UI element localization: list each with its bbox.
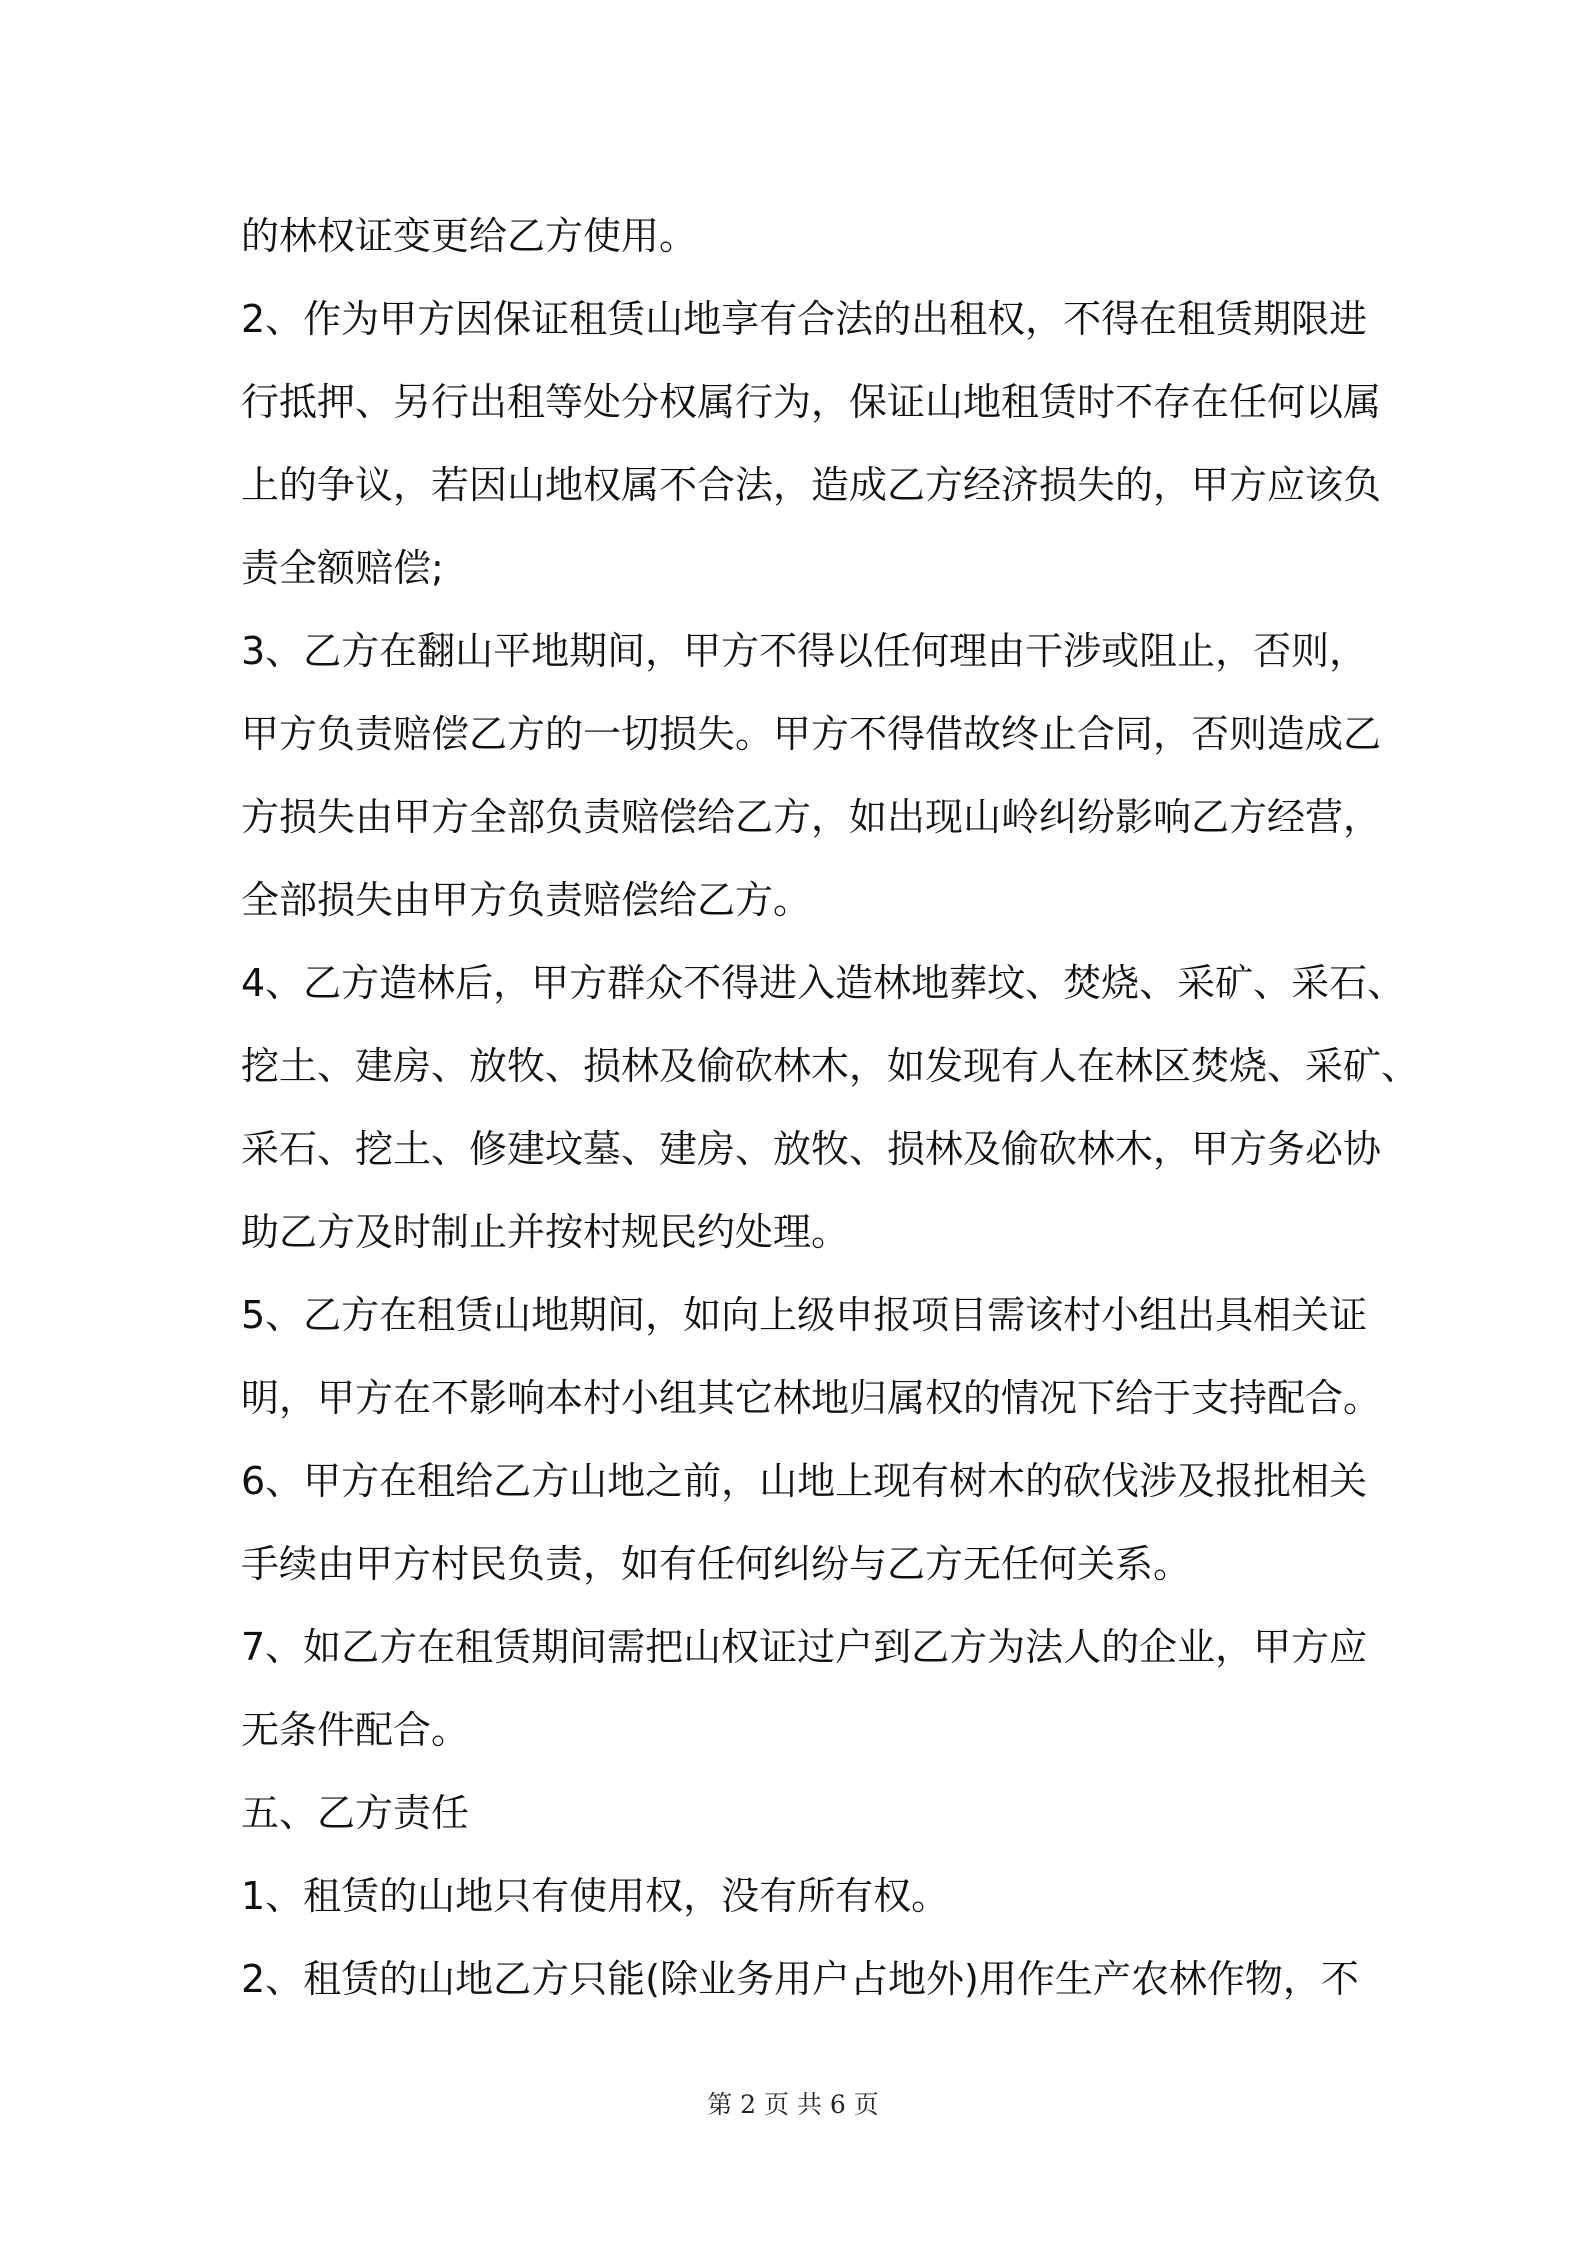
text-line-2: 2、作为甲方因保证租赁山地享有合法的出租权，不得在租赁期限进 xyxy=(241,297,1368,341)
text-line-17: 手续由甲方村民负责，如有任何纠纷与乙方无任何关系。 xyxy=(241,1542,1192,1586)
text-line-18: 7、如乙方在租赁期间需把山权证过户到乙方为法人的企业，甲方应 xyxy=(241,1625,1368,1669)
page-number-footer: 第 2 页 共 6 页 xyxy=(707,2090,879,2119)
text-line-16: 6、甲方在租给乙方山地之前，山地上现有树木的砍伐涉及报批相关 xyxy=(241,1459,1368,1503)
text-line-13: 助乙方及时制止并按村规民约处理。 xyxy=(241,1210,850,1254)
text-line-1: 的林权证变更给乙方使用。 xyxy=(241,214,698,258)
text-line-21: 1、租赁的山地只有使用权，没有所有权。 xyxy=(241,1874,950,1918)
text-line-14: 5、乙方在租赁山地期间，如向上级申报项目需该村小组出具相关证 xyxy=(241,1293,1368,1337)
text-line-6: 3、乙方在翻山平地期间，甲方不得以任何理由干涉或阻止，否则， xyxy=(241,629,1368,673)
document-body xyxy=(241,195,1420,2021)
text-line-3: 行抵押、另行出租等处分权属行为，保证山地租赁时不存在任何以属 xyxy=(241,380,1382,424)
text-line-15: 明，甲方在不影响本村小组其它林地归属权的情况下给于支持配合。 xyxy=(241,1376,1382,1420)
text-line-4: 上的争议，若因山地权属不合法，造成乙方经济损失的，甲方应该负 xyxy=(241,463,1382,507)
text-line-12: 采石、挖土、修建坟墓、建房、放牧、损林及偷砍林木，甲方务必协 xyxy=(241,1127,1382,1171)
text-line-22: 2、租赁的山地乙方只能(除业务用户占地外)用作生产农林作物，不 xyxy=(241,1957,1359,2001)
text-line-10: 4、乙方造林后，甲方群众不得进入造林地葬坟、焚烧、采矿、采石、 xyxy=(241,961,1406,1005)
text-line-9: 全部损失由甲方负责赔偿给乙方。 xyxy=(241,878,812,922)
text-line-11: 挖土、建房、放牧、损林及偷砍林木，如发现有人在林区焚烧、采矿、 xyxy=(241,1044,1420,1088)
text-line-7: 甲方负责赔偿乙方的一切损失。甲方不得借故终止合同，否则造成乙 xyxy=(241,712,1382,756)
section-heading: 五、乙方责任 xyxy=(241,1791,470,1835)
text-line-8: 方损失由甲方全部负责赔偿给乙方，如出现山岭纠纷影响乙方经营， xyxy=(241,795,1382,839)
text-line-5: 责全额赔偿; xyxy=(241,546,444,590)
text-line-19: 无条件配合。 xyxy=(241,1708,470,1752)
